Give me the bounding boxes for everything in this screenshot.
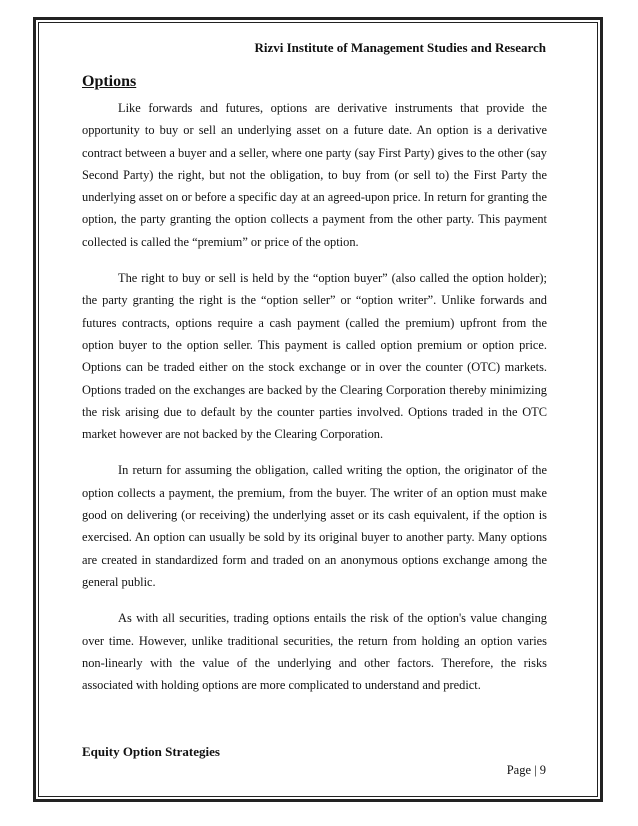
page-number: Page | 9 bbox=[506, 763, 546, 777]
paragraph-3: In return for assuming the obligation, called writing the option, the originator of the option collects a payment, the premium, from the buyer. The writer of an option must make good on delivering (or receiving) the underlying asset or its cash equivalent, if the option is exercised. An option can usually be sold by its original buyer to another party. Many options are created in standardized form and traded on an anonymous options exchange among the general public. bbox=[82, 463, 547, 589]
paragraph-1: Like forwards and futures, options are derivative instruments that provide the opportunity to buy or sell an underlying asset on a future date. An option is a derivative contract between a buyer and a seller, where one party (say First Party) gives to the other (say Second Party) the right, but not the obligation, to buy from (or sell to) the First Party the underlying asset on or before a specific day at an agreed-upon price. In return for granting the option, the party granting the option collects a payment from the other party. This payment collected is called the “premium” or price of the option. bbox=[82, 101, 547, 249]
paragraph-2: The right to buy or sell is held by the “option buyer” (also called the option holder); the party granting the right is the “option seller” or “option writer”. Unlike forwards and futures contracts, options require a cash payment (called the premium) upfront from the option buyer to the option seller. This payment is called option premium or option price. Options can be traded either on the stock exchange or in over the counter (OTC) markets. Options traded on the exchanges are backed by the Clearing Corporation thereby minimizing the risk arising due to default by the counter parties involved. Options traded in the OTC market however are not backed by the Clearing Corporation. bbox=[82, 271, 547, 442]
page-header: Rizvi Institute of Management Studies and Research bbox=[254, 40, 546, 55]
footer-title: Equity Option Strategies bbox=[82, 744, 220, 759]
paragraph-4: As with all securities, trading options entails the risk of the option's value changing over time. However, unlike traditional securities, the return from holding an option varies non-linearly with the value of the underlying and other factors. Therefore, the risks associated with holding options are more complicated to understand and predict. bbox=[82, 611, 547, 693]
document-body bbox=[82, 97, 547, 710]
section-heading: Options bbox=[82, 73, 137, 90]
